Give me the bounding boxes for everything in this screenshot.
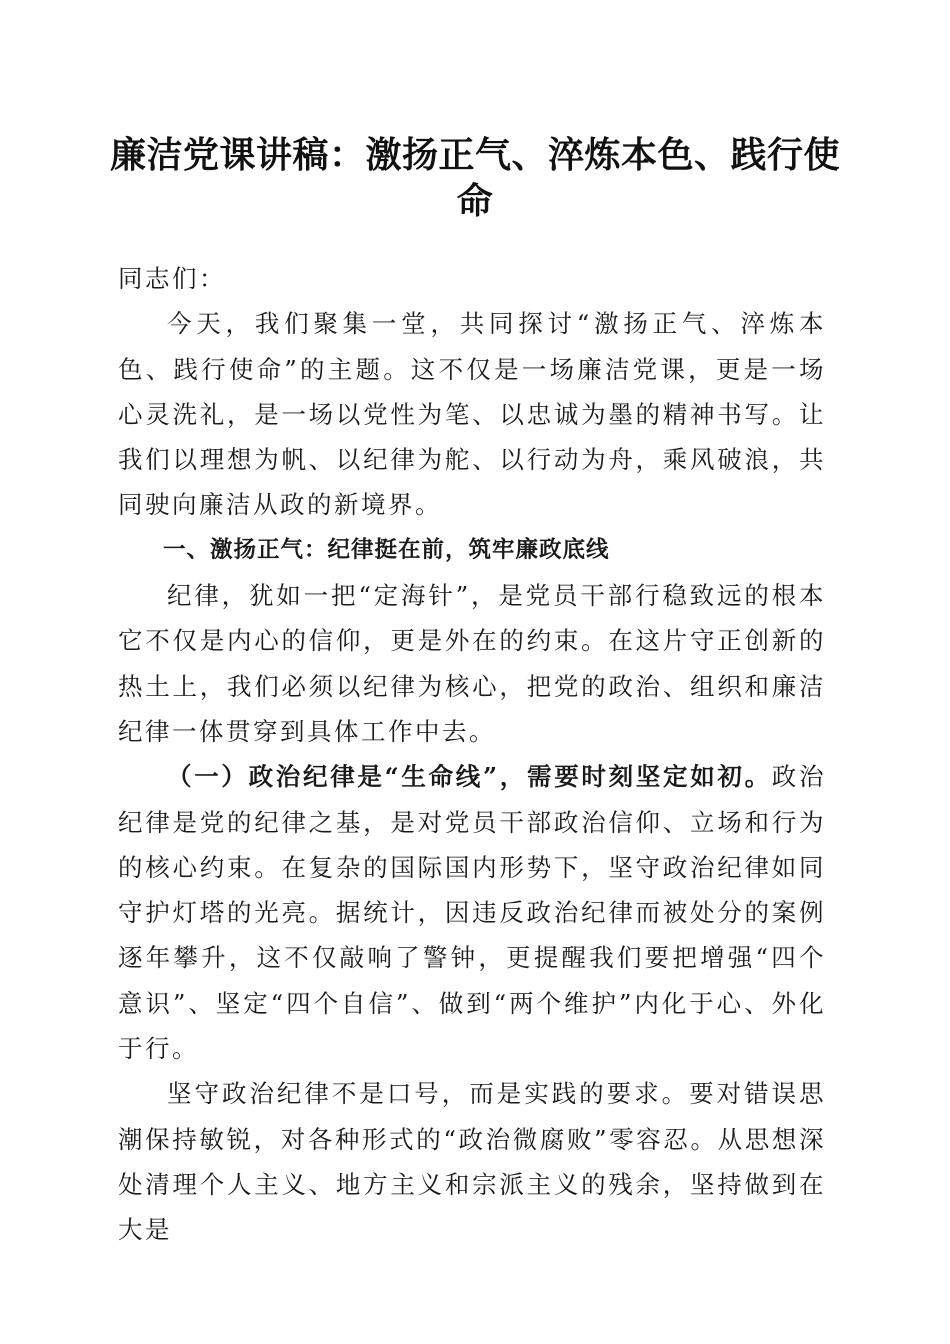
sub-section-paragraph <box>118 754 826 1071</box>
section-1-paragraph: 纪律，犹如一把“定海针”，是党员干部行稳致远的根本它不仅是内心的信仰，更是外在的约束。在这片守正创新的热土上，我们必须以纪律为核心，把党的政治、组织和廉洁纪律一体贯穿到具体工作中去。 <box>118 581 826 746</box>
intro-paragraph: 今天，我们聚集一堂，共同探讨“激扬正气、淬炼本色、践行使命”的主题。这不仅是一场廉洁党课，更是一场心灵洗礼，是一场以党性为笔、以忠诚为墨的精神书写。让我们以理想为帆、以纪律为舵、以行动为舟，乘风破浪，共同驶向廉洁从政的新境界。 <box>118 309 826 520</box>
section-heading-1: 一、激扬正气：纪律挺在前，筑牢廉政底线 <box>163 536 610 563</box>
sub-section-heading: （一）政治纪律是“生命线”，需要时刻坚定如初。 <box>167 762 772 792</box>
closing-paragraph: 坚守政治纪律不是口号，而是实践的要求。要对错误思潮保持敏锐，对各种形式的“政治微腐败”零容忍。从思想深处清理个人主义、地方主义和宗派主义的残余，坚持做到在大是 <box>118 1079 826 1245</box>
salutation: 同志们： <box>118 264 226 293</box>
sub-section-text: 政治纪律是党的纪律之基，是对党员干部政治信仰、立场和行为的核心约束。在复杂的国际国内形势下，坚守政治纪律如同守护灯塔的光亮。据统计，因违反政治纪律而被处分的案例逐年攀升，这不仅敲响了警钟，更提醒我们要把增强“四个意识”、坚定“四个自信”、做到“两个维护”内化于心、外化于行。 <box>118 762 826 1064</box>
document-body <box>118 256 826 1253</box>
document-title: 廉洁党课讲稿：激扬正气、淬炼本色、践行使命 <box>110 134 841 222</box>
